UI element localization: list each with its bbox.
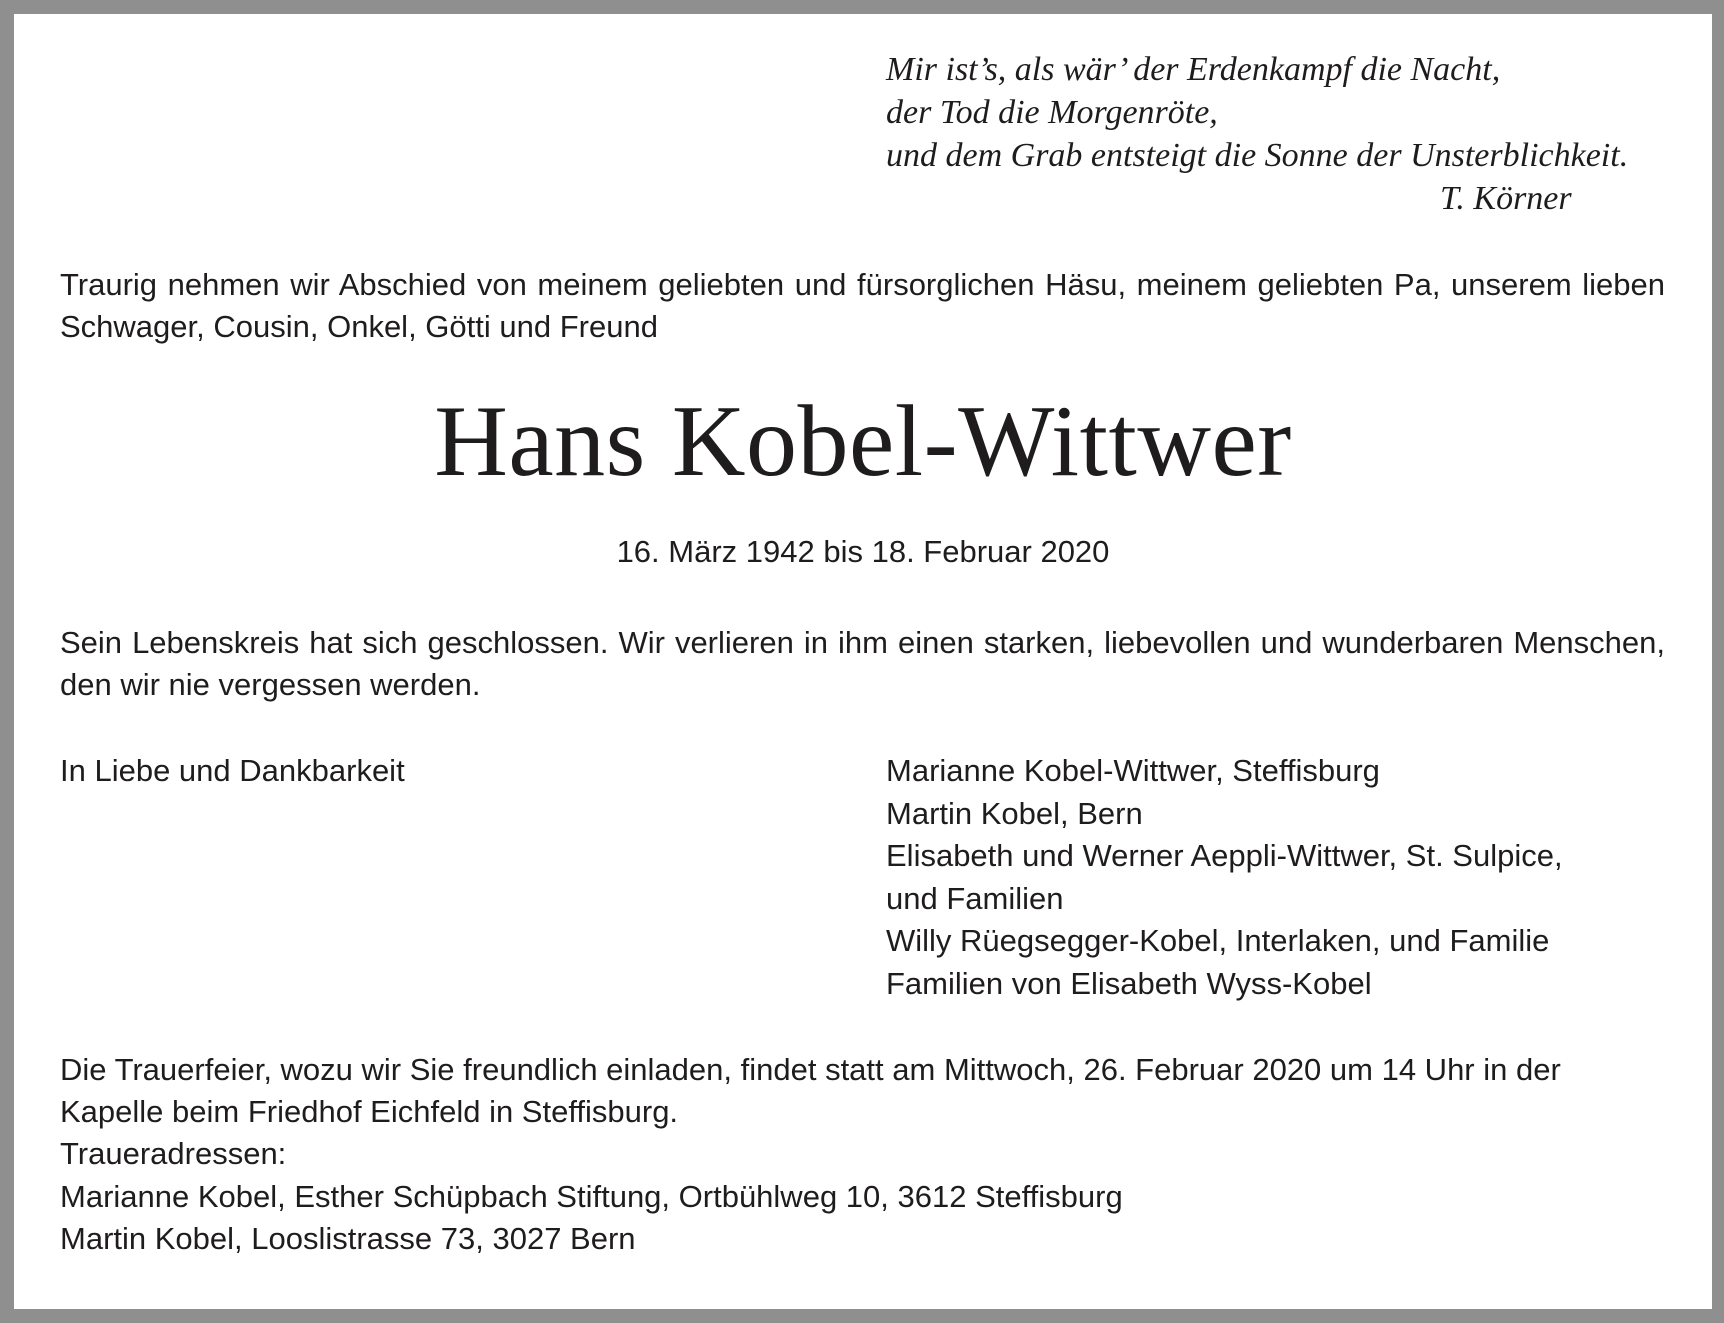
intro-paragraph: Traurig nehmen wir Abschied von meinem geliebten und fürsorglichen Häsu, meinem geliebten Pa, unserem lieben Schwager, Cousin, Onkel, Götti und Freund bbox=[60, 267, 1665, 344]
address-line: Marianne Kobel, Esther Schüpbach Stiftung, Ortbühlweg 10, 3612 Steffisburg bbox=[60, 1178, 1123, 1214]
mourner-line: Martin Kobel, Bern bbox=[886, 795, 1143, 831]
quote-line: Mir ist’s, als wär’ der Erdenkampf die Nacht, bbox=[886, 51, 1501, 88]
mourners-list bbox=[886, 750, 1686, 1006]
quote-line: und dem Grab entsteigt die Sonne der Unsterblichkeit. bbox=[886, 137, 1629, 174]
address-line: Martin Kobel, Looslistrasse 73, 3027 Bern bbox=[60, 1221, 636, 1256]
mourner-line: Marianne Kobel-Wittwer, Steffisburg bbox=[886, 753, 1380, 788]
life-dates: 16. März 1942 bis 18. Februar 2020 bbox=[616, 534, 1110, 569]
life-paragraph: Sein Lebenskreis hat sich geschlossen. Wir verlieren in ihm einen starken, liebevollen und wunderbaren Menschen, den wir nie vergessen werden. bbox=[60, 625, 1665, 702]
deceased-name: Hans Kobel-Wittwer bbox=[434, 385, 1292, 498]
obituary-page bbox=[14, 14, 1712, 1309]
ceremony-paragraph: Die Trauerfeier, wozu wir Sie freundlich einladen, findet statt am Mittwoch, 26. Februar 2020 um 14 Uhr in der Kapelle beim Friedhof Eichfeld in Steffisburg. bbox=[60, 1052, 1561, 1129]
addresses-heading: Traueradressen: bbox=[60, 1136, 287, 1171]
mourner-line: und Familien bbox=[886, 880, 1064, 916]
mourning-addresses bbox=[60, 1133, 1123, 1261]
closing-phrase: In Liebe und Dankbarkeit bbox=[60, 753, 405, 788]
poem-quote bbox=[886, 48, 1686, 220]
mourner-line: Familien von Elisabeth Wyss-Kobel bbox=[886, 965, 1372, 1001]
mourner-line: Elisabeth und Werner Aeppli-Wittwer, St. Sulpice, bbox=[886, 838, 1563, 874]
quote-author: T. Körner bbox=[1440, 180, 1572, 217]
mourner-line: Willy Rüegsegger-Kobel, Interlaken, und Familie bbox=[886, 923, 1550, 959]
quote-line: der Tod die Morgenröte, bbox=[886, 94, 1218, 131]
